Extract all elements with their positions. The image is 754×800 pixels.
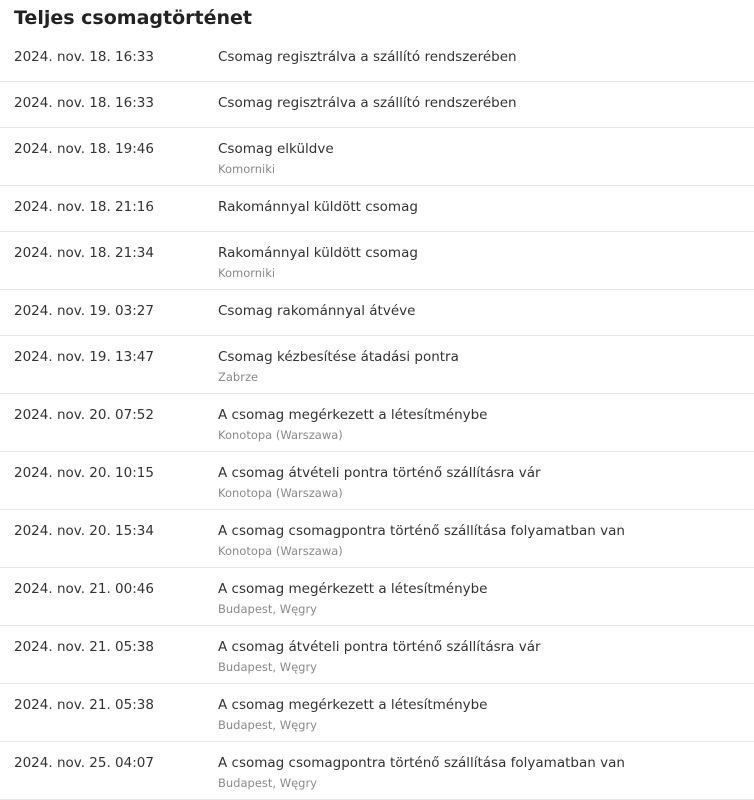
history-date: 2024. nov. 18. 21:34: [14, 245, 154, 261]
history-location: Konotopa (Warszawa): [218, 544, 343, 558]
history-date: 2024. nov. 18. 19:46: [14, 141, 154, 157]
history-date: 2024. nov. 18. 16:33: [14, 49, 154, 65]
history-date: 2024. nov. 18. 21:16: [14, 199, 154, 215]
history-status: A csomag megérkezett a létesítménybe: [218, 407, 488, 423]
history-row: [0, 626, 754, 684]
history-location: Konotopa (Warszawa): [218, 428, 343, 442]
history-row: [0, 394, 754, 452]
history-status: A csomag megérkezett a létesítménybe: [218, 697, 488, 713]
history-date: 2024. nov. 20. 07:52: [14, 407, 154, 423]
history-row: [0, 232, 754, 290]
history-status: A csomag átvételi pontra történő szállításra vár: [218, 465, 541, 481]
history-location: Budapest, Węgry: [218, 718, 317, 732]
history-location: Komorniki: [218, 266, 276, 280]
history-status: Csomag regisztrálva a szállító rendszerében: [218, 95, 517, 111]
history-date: 2024. nov. 21. 05:38: [14, 697, 154, 713]
history-date: 2024. nov. 25. 04:07: [14, 755, 154, 771]
history-row: [0, 128, 754, 186]
history-date: 2024. nov. 20. 15:34: [14, 523, 154, 539]
history-date: 2024. nov. 20. 10:15: [14, 465, 154, 481]
history-status: Csomag kézbesítése átadási pontra: [218, 349, 459, 365]
history-location: Budapest, Węgry: [218, 660, 317, 674]
history-status: A csomag csomagpontra történő szállítása folyamatban van: [218, 755, 625, 771]
history-status: Rakománnyal küldött csomag: [218, 199, 418, 215]
history-row: [0, 336, 754, 394]
history-status: A csomag csomagpontra történő szállítása folyamatban van: [218, 523, 625, 539]
history-status: Csomag elküldve: [218, 141, 334, 157]
history-row: [0, 36, 754, 82]
history-row: [0, 742, 754, 800]
history-date: 2024. nov. 21. 05:38: [14, 639, 154, 655]
history-row: [0, 290, 754, 336]
history-status: A csomag megérkezett a létesítménybe: [218, 581, 488, 597]
history-date: 2024. nov. 19. 03:27: [14, 303, 154, 319]
history-list: [0, 36, 754, 800]
history-row: [0, 684, 754, 742]
history-date: 2024. nov. 18. 16:33: [14, 95, 154, 111]
history-location: Konotopa (Warszawa): [218, 486, 343, 500]
history-status: Csomag regisztrálva a szállító rendszerében: [218, 49, 517, 65]
history-row: [0, 82, 754, 128]
history-location: Budapest, Węgry: [218, 776, 317, 790]
history-date: 2024. nov. 19. 13:47: [14, 349, 154, 365]
history-status: A csomag átvételi pontra történő szállításra vár: [218, 639, 541, 655]
history-status: Csomag rakománnyal átvéve: [218, 303, 416, 319]
history-row: [0, 186, 754, 232]
history-location: Budapest, Węgry: [218, 602, 317, 616]
history-location: Komorniki: [218, 162, 276, 176]
history-date: 2024. nov. 21. 00:46: [14, 581, 154, 597]
history-location: Zabrze: [218, 370, 259, 384]
history-row: [0, 510, 754, 568]
page-title: Teljes csomagtörténet: [14, 7, 252, 29]
history-row: [0, 568, 754, 626]
history-row: [0, 452, 754, 510]
history-status: Rakománnyal küldött csomag: [218, 245, 418, 261]
